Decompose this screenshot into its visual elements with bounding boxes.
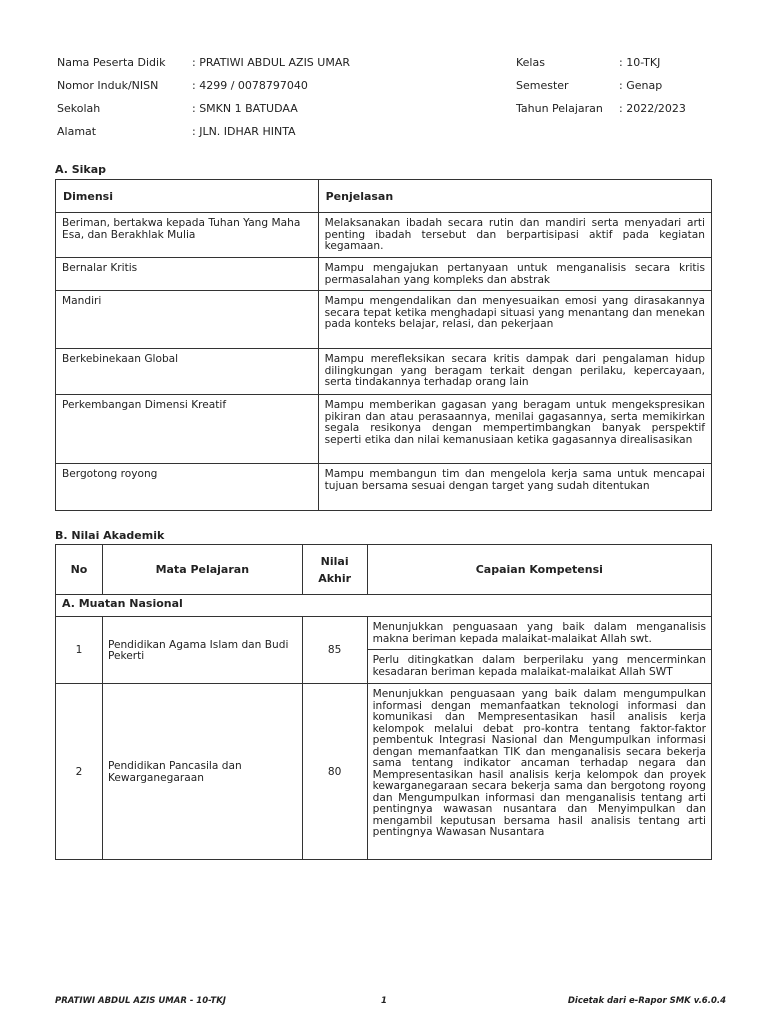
identity-row: [516, 101, 716, 124]
capaian-cell: Menunjukkan penguasaan yang baik dalam mengumpulkan informasi dengan memanfaatkan teknologi informasi dan komunikasi dan Mempresentasikan hasil analisis kerja kelompok melalui debat pro-kontra tentang faktor-faktor pembentuk Integrasi Nasional dan Mengumpulkan informasi dengan memanfaatkan TIK dan menganalisis secara bekerja sama tentang indikator ancaman terhadap negara dan Mempresentasikan hasil analisis kerja kelompok dan proyek kewarganegaraan secara bekerja sama dan bergotong royong dan Mengumpulkan informasi dan menganalisis tentang arti pentingnya wawasan nusantara dan Menyimpulkan dan mengambil keputusan bersama hasil analisis tentang arti pentingnya Wawasan Nusantara: [367, 684, 711, 860]
column-header-penjelasan: Penjelasan: [318, 180, 711, 213]
table-header-row: [56, 545, 712, 595]
identity-value: : 2022/2023: [619, 102, 686, 115]
nilai-table: [55, 544, 712, 860]
table-header-row: [56, 180, 712, 213]
identity-value: : Genap: [619, 79, 663, 92]
identity-label: Semester: [516, 79, 569, 92]
sikap-table: [55, 179, 712, 511]
dimensi-cell: Berkebinekaan Global: [56, 349, 319, 395]
identity-label: Alamat: [57, 125, 97, 138]
table-row: [56, 258, 712, 291]
mapel-cell: Pendidikan Agama Islam dan Budi Pekerti: [102, 617, 302, 684]
column-header-mapel: Mata Pelajaran: [102, 545, 302, 595]
identity-value: : 4299 / 0078797040: [192, 79, 308, 92]
dimensi-cell: Perkembangan Dimensi Kreatif: [56, 395, 319, 464]
penjelasan-cell: Mampu merefleksikan secara kritis dampak dari pengalaman hidup dilingkungan yang beragam terkait dengan perilaku, kepercayaan, serta tindakannya terhadap orang lain: [318, 349, 711, 395]
nilai-cell: 85: [302, 617, 367, 684]
identity-value: : SMKN 1 BATUDAA: [192, 102, 298, 115]
identity-row: [516, 78, 716, 101]
table-row: [56, 349, 712, 395]
identity-row: [57, 78, 477, 101]
identity-value: : JLN. IDHAR HINTA: [192, 125, 296, 138]
penjelasan-cell: Mampu memberikan gagasan yang beragam untuk mengekspresikan pikiran dan atau perasaannya, menilai gagasannya, serta memikirkan segala resikonya dengan mempertimbangkan banyak perspektif seperti etika dan nilai kemanusiaan ketika gagasannya direalisasikan: [318, 395, 711, 464]
identity-value: : 10-TKJ: [619, 56, 661, 69]
identity-label: Kelas: [516, 56, 545, 69]
identity-left: [57, 55, 477, 147]
nilai-cell: 80: [302, 684, 367, 860]
capaian-cell: Perlu ditingkatkan dalam berperilaku yang mencerminkan kesadaran beriman kepada malaikat-malaikat Allah SWT: [367, 650, 711, 684]
column-header-no: No: [56, 545, 103, 595]
no-cell: 2: [56, 684, 103, 860]
penjelasan-cell: Mampu membangun tim dan mengelola kerja sama untuk mencapai tujuan bersama sesuai dengan target yang sudah ditentukan: [318, 464, 711, 511]
column-header-dimensi: Dimensi: [56, 180, 319, 213]
table-row: [56, 213, 712, 258]
mapel-cell: Pendidikan Pancasila dan Kewarganegaraan: [102, 684, 302, 860]
table-row: [56, 464, 712, 511]
section-title-sikap: A. Sikap: [55, 163, 107, 176]
dimensi-cell: Bergotong royong: [56, 464, 319, 511]
identity-right: [516, 55, 716, 124]
identity-value: : PRATIWI ABDUL AZIS UMAR: [192, 56, 350, 69]
identity-label: Nomor Induk/NISN: [57, 79, 159, 92]
penjelasan-cell: Mampu mengajukan pertanyaan untuk menganalisis secara kritis permasalahan yang kompleks dan abstrak: [318, 258, 711, 291]
identity-label: Nama Peserta Didik: [57, 56, 166, 69]
dimensi-cell: Bernalar Kritis: [56, 258, 319, 291]
table-row: [56, 684, 712, 860]
identity-row: [57, 55, 477, 78]
penjelasan-cell: Mampu mengendalikan dan menyesuaikan emosi yang dirasakannya secara tepat ketika menghadapi situasi yang menantang dan menekan pada konteks belajar, relasi, dan pekerjaan: [318, 291, 711, 349]
table-row: [56, 291, 712, 349]
footer-page-number: 1: [381, 996, 387, 1006]
column-header-nilai: Nilai Akhir: [302, 545, 367, 595]
identity-row: [57, 124, 477, 147]
penjelasan-cell: Melaksanakan ibadah secara rutin dan mandiri serta menyadari arti penting ibadah tersebut dan berpartisipasi aktif pada kegiatan kegamaan.: [318, 213, 711, 258]
footer-print-info: Dicetak dari e-Rapor SMK v.6.0.4: [567, 996, 726, 1006]
identity-row: [57, 101, 477, 124]
table-row: [56, 395, 712, 464]
identity-label: Sekolah: [57, 102, 101, 115]
footer-student: PRATIWI ABDUL AZIS UMAR - 10-TKJ: [55, 996, 226, 1006]
dimensi-cell: Beriman, bertakwa kepada Tuhan Yang Maha Esa, dan Berakhlak Mulia: [56, 213, 319, 258]
identity-label: Tahun Pelajaran: [516, 102, 603, 115]
group-label: A. Muatan Nasional: [56, 595, 712, 617]
dimensi-cell: Mandiri: [56, 291, 319, 349]
column-header-capaian: Capaian Kompetensi: [367, 545, 711, 595]
identity-row: [516, 55, 716, 78]
no-cell: 1: [56, 617, 103, 684]
capaian-cell: Menunjukkan penguasaan yang baik dalam menganalisis makna beriman kepada malaikat-malaikat Allah swt.: [367, 617, 711, 650]
group-row: [56, 595, 712, 617]
table-row: [56, 617, 712, 650]
section-title-nilai: B. Nilai Akademik: [55, 529, 165, 542]
